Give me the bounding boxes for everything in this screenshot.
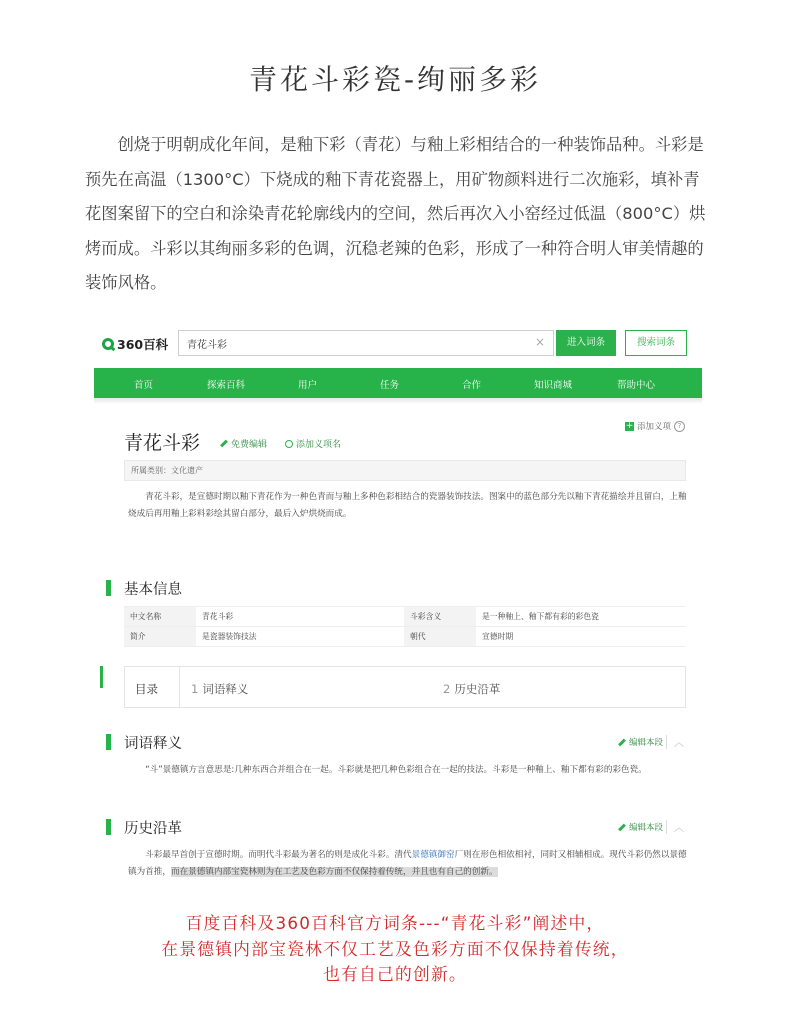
info-key: 简介 <box>124 627 196 647</box>
baike-screenshot <box>94 322 702 888</box>
search-entry-button[interactable]: 搜索词条 <box>625 330 687 356</box>
nav-cooperate[interactable]: 合作 <box>462 380 482 391</box>
table-of-contents <box>124 666 686 708</box>
caption-line: 在景德镇内部宝瓷林不仅工艺及色彩方面不仅保持着传统， <box>161 938 629 959</box>
add-term-link[interactable] <box>285 437 341 450</box>
jingdezhen-kiln-link[interactable]: 景德镇御窑 <box>411 850 455 860</box>
pencil-icon <box>220 440 228 448</box>
nav-task[interactable]: 任务 <box>380 380 400 391</box>
collapse-icon[interactable]: ︿ <box>674 823 684 834</box>
category-bar: 所属类别：文化遗产 <box>124 460 686 481</box>
toc-item-history[interactable]: 2 历史沿革 <box>443 682 501 696</box>
caption-line: 也有自己的创新。 <box>323 964 467 984</box>
clear-icon[interactable]: × <box>534 335 545 349</box>
section-marker <box>106 819 111 835</box>
history-body: 斗彩最早首创于宣德时期。而明代斗彩最为著名的则是成化斗彩。清代景德镇御窑厂则在形色相依相衬，同时又相辅相成。现代斗彩仍然以景德镇为首推，而在景德镇内部宝瓷林则为在工艺及色彩方面不仅保持着传统，并且也有自己的创新。 <box>128 850 687 877</box>
nav-shadow <box>94 398 702 404</box>
plus-icon: + <box>625 420 634 431</box>
divider <box>666 820 667 834</box>
site-logo[interactable] <box>102 335 168 353</box>
info-value: 是一种釉上、釉下都有彩的彩色瓷 <box>476 607 686 627</box>
info-key: 朝代 <box>404 627 476 647</box>
history-title: 历史沿革 <box>124 821 182 837</box>
side-marker <box>100 666 103 688</box>
divider <box>666 735 667 749</box>
toc-item-definition[interactable]: 1 词语释义 <box>191 682 249 696</box>
intro-paragraph <box>85 128 707 301</box>
add-meaning-link[interactable] <box>625 420 685 432</box>
add-circle-icon <box>285 440 293 448</box>
toc-divider <box>179 667 180 707</box>
intro-text: 创烧于明朝成化年间，是釉下彩（青花）与釉上彩相结合的一种装饰品种。斗彩是预先在高温（1300°C）下烧成的釉下青花瓷器上，用矿物颜料进行二次施彩，填补青花图案留下的空白和涂染青花轮廓线内的空间，然后再次入小窑经过低温（800°C）烘烤而成。斗彩以其绚丽多彩的色调，沉稳老辣的色彩，形成了一种符合明人审美情趣的装饰风格。 <box>85 135 706 292</box>
add-term-label: 添加义项名 <box>296 440 342 450</box>
nav-explore[interactable]: 探索百科 <box>207 380 246 391</box>
definition-edit-link[interactable]: 编辑本段 <box>618 736 663 748</box>
nav-store[interactable]: 知识商城 <box>534 380 573 391</box>
history-edit-link[interactable]: 编辑本段 <box>618 821 663 833</box>
main-nav <box>94 368 702 398</box>
entry-title: 青花斗彩 <box>124 432 201 454</box>
entry-summary: 青花斗彩，是宣德时期以釉下青花作为一种色青而与釉上多种色彩相结合的瓷器装饰技法。图案中的蓝色部分先以釉下青花描绘并且留白，上釉烧成后再用釉上彩料彩绘其留白部分，最后入炉烘烧而成。 <box>128 492 687 519</box>
search-box <box>178 330 554 356</box>
definition-body: “斗”景德镇方言意思是:几种东西合并组合在一起。斗彩就是把几种色彩组合在一起的技法。斗彩是一种釉上、釉下都有彩的彩色瓷。 <box>145 765 647 775</box>
basic-info-title: 基本信息 <box>124 582 182 598</box>
section-marker <box>106 734 111 750</box>
nav-user[interactable]: 用户 <box>298 380 318 391</box>
help-icon[interactable]: ? <box>674 421 685 432</box>
table-row <box>124 607 686 627</box>
search-input[interactable] <box>187 336 517 350</box>
add-meaning-label: 添加义项 <box>637 422 672 432</box>
toc-label: 目录 <box>135 682 158 696</box>
nav-help[interactable]: 帮助中心 <box>617 380 656 391</box>
info-key: 中文名称 <box>124 607 196 627</box>
logo-magnifier-icon <box>102 338 114 350</box>
table-row <box>124 627 686 647</box>
enter-entry-button[interactable]: 进入词条 <box>556 330 616 356</box>
info-key: 斗彩含义 <box>404 607 476 627</box>
pencil-icon <box>618 823 626 831</box>
free-edit-label: 免费编辑 <box>231 440 268 450</box>
info-value: 宣德时期 <box>476 627 686 647</box>
basic-info-table <box>124 606 686 647</box>
info-value: 是瓷器装饰技法 <box>196 627 404 647</box>
caption-line: 百度百科及360百科官方词条---“青花斗彩”阐述中， <box>185 913 605 933</box>
highlighted-text: 而在景德镇内部宝瓷林则为在工艺及色彩方面不仅保持着传统，并且也有自己的创新。 <box>170 867 498 877</box>
info-value: 青花斗彩 <box>196 607 404 627</box>
pencil-icon <box>618 738 626 746</box>
page-title: 青花斗彩瓷-绚丽多彩 <box>248 63 542 96</box>
collapse-icon[interactable]: ︿ <box>674 738 684 749</box>
logo-text: 360百科 <box>117 337 169 352</box>
nav-home[interactable]: 首页 <box>134 380 154 391</box>
section-marker <box>106 580 111 596</box>
definition-title: 词语释义 <box>124 736 182 752</box>
caption <box>0 911 790 988</box>
free-edit-link[interactable] <box>220 437 267 450</box>
